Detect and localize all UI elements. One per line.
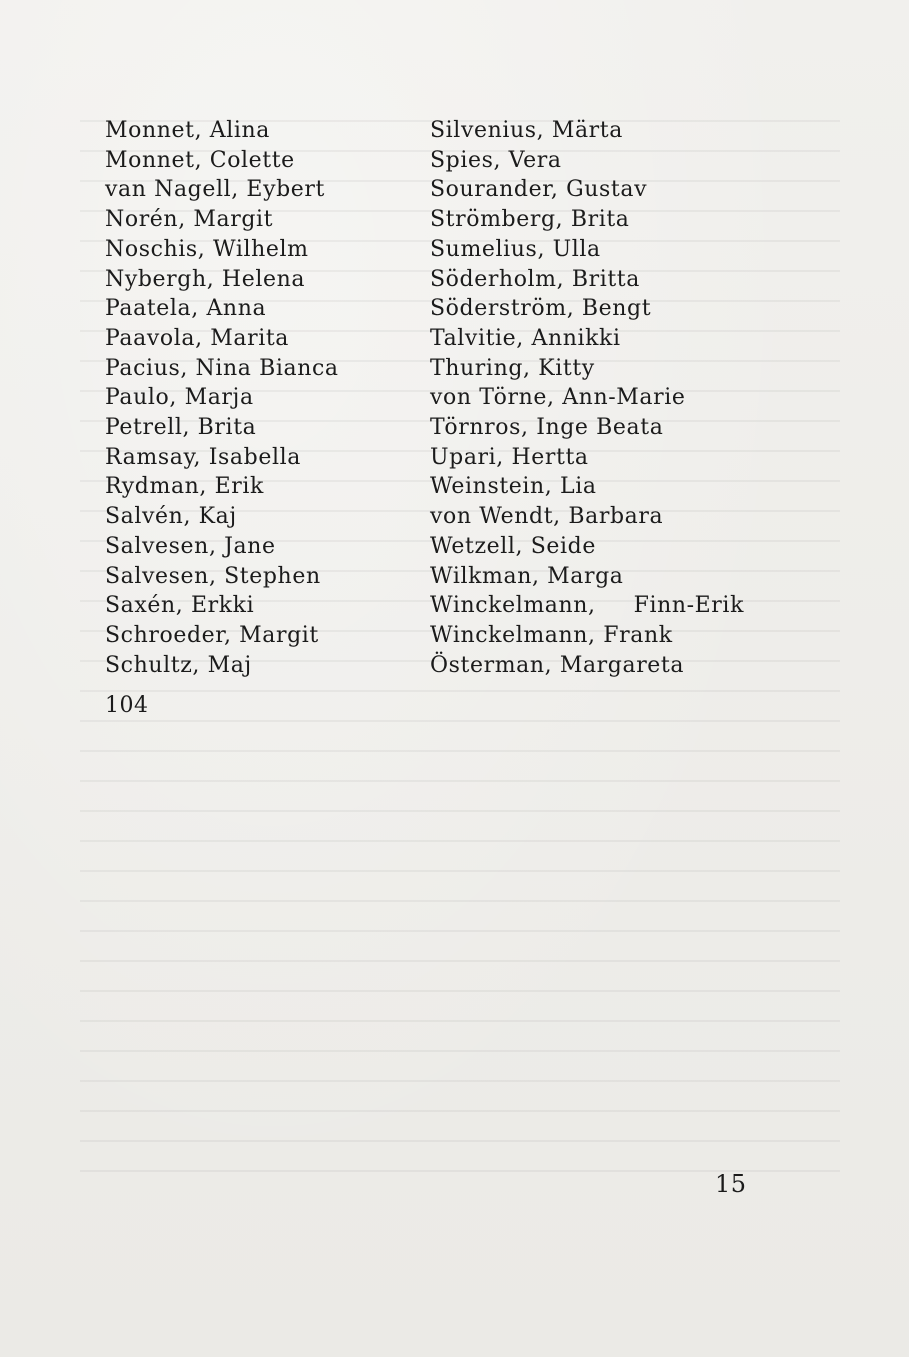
name-entry: Weinstein, Lia <box>430 474 597 500</box>
name-entry: Nybergh, Helena <box>105 266 306 292</box>
name-entry: Pacius, Nina Bianca <box>105 355 339 381</box>
name-entry: Strömberg, Brita <box>430 207 630 233</box>
name-entry: Schroeder, Margit <box>105 622 319 648</box>
name-entry: Salvesen, Stephen <box>105 563 321 589</box>
name-entry: Paavola, Marita <box>105 325 290 351</box>
name-entry: von Wendt, Barbara <box>430 504 664 530</box>
name-entry: Norén, Margit <box>105 207 274 233</box>
name-entry: Törnros, Inge Beata <box>430 415 664 441</box>
name-entry: Spies, Vera <box>430 147 562 173</box>
name-entry: Sourander, Gustav <box>430 177 648 203</box>
name-entry: Schultz, Maj <box>105 652 252 678</box>
name-entry: Söderström, Bengt <box>430 296 652 322</box>
name-entry: van Nagell, Eybert <box>105 177 325 203</box>
name-entry: Upari, Hertta <box>430 444 589 470</box>
name-entry: Ramsay, Isabella <box>105 444 301 470</box>
name-entry: Petrell, Brita <box>105 415 257 441</box>
page-number-right: 15 <box>715 1170 747 1198</box>
name-entry: Paulo, Marja <box>105 385 254 411</box>
name-entry: Österman, Margareta <box>430 652 685 678</box>
name-entry: Noschis, Wilhelm <box>105 236 309 262</box>
name-entry: von Törne, Ann-Marie <box>430 385 686 411</box>
name-list-left <box>105 116 405 680</box>
name-entry: Winckelmann, Frank <box>430 622 673 648</box>
name-list-right <box>430 116 760 680</box>
name-entry: Monnet, Alina <box>105 118 271 143</box>
name-entry: Wetzell, Seide <box>430 533 596 559</box>
name-entry-part: Winckelmann, <box>430 593 596 619</box>
name-entry: Saxén, Erkki <box>105 593 255 619</box>
name-entry <box>430 591 744 621</box>
name-entry: Paatela, Anna <box>105 296 267 322</box>
name-entry: Monnet, Colette <box>105 147 295 173</box>
page-number-left: 104 <box>105 693 149 718</box>
name-entry: Thuring, Kitty <box>430 355 595 381</box>
name-entry: Talvitie, Annikki <box>430 325 621 351</box>
name-entry: Wilkman, Marga <box>430 563 624 589</box>
name-entry: Silvenius, Märta <box>430 118 623 143</box>
name-entry: Rydman, Erik <box>105 474 264 500</box>
name-entry: Salvesen, Jane <box>105 533 276 559</box>
name-entry: Sumelius, Ulla <box>430 236 601 262</box>
name-entry-part: Finn-Erik <box>633 593 744 619</box>
name-entry: Söderholm, Britta <box>430 266 640 292</box>
name-entry: Salvén, Kaj <box>105 504 237 530</box>
